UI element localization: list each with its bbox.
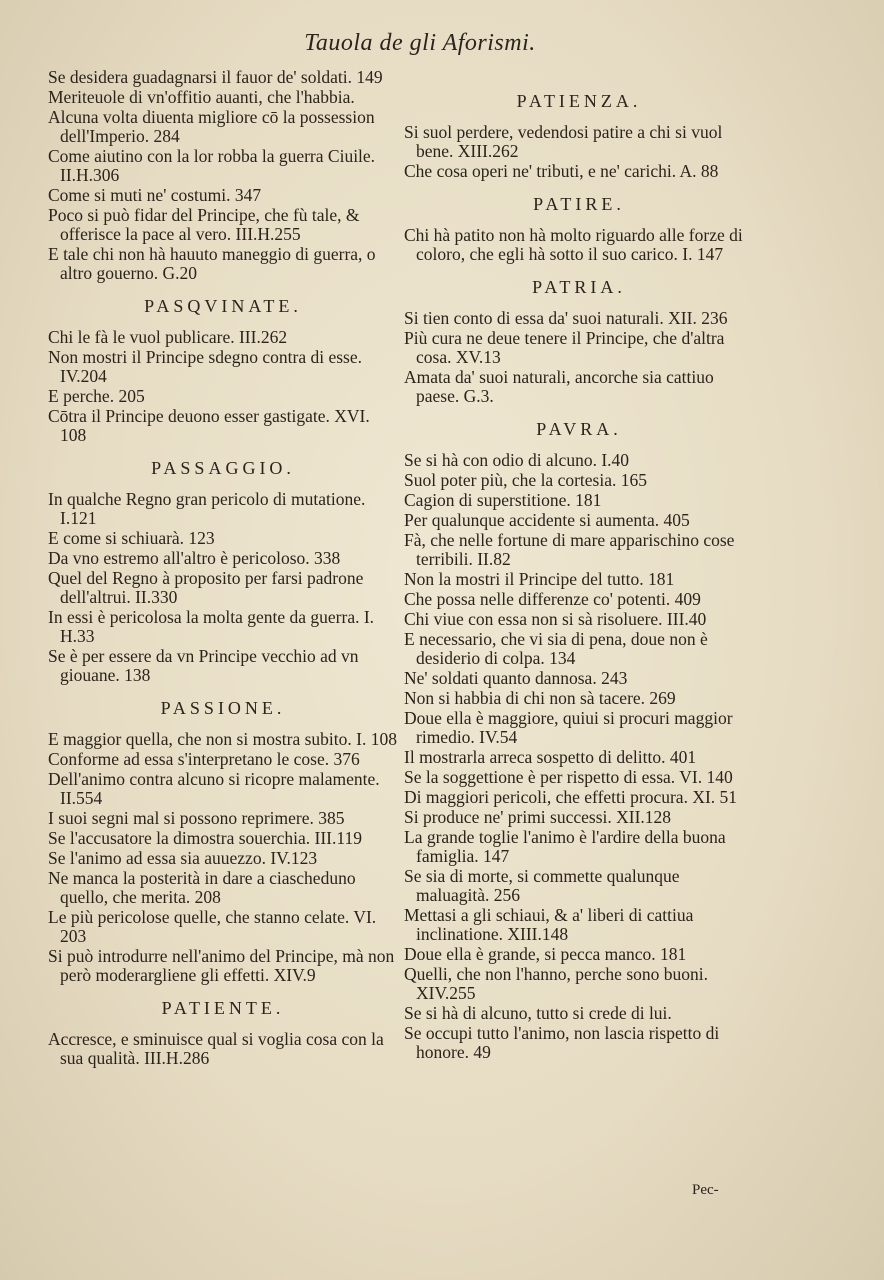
index-entry: Come aiutino con la lor robba la guerra Ciuile. II.H.306 [48, 146, 376, 185]
index-entry: Meriteuole di vn'offitio auanti, che l'habbia. [48, 87, 355, 107]
index-entry: Doue ella è maggiore, quiui si procuri maggior rimedio. IV.54 [404, 708, 733, 747]
index-entry: Da vno estremo all'altro è pericoloso. 338 [48, 548, 341, 568]
index-entry: Dell'animo contra alcuno si ricopre malamente. II.554 [48, 769, 380, 808]
index-entry: Se sia di morte, si commette qualunque maluagità. 256 [404, 866, 680, 905]
index-entry: Se è per essere da vn Principe vecchio ad vn giouane. 138 [48, 646, 359, 685]
index-entry: Si produce ne' primi successi. XII.128 [404, 807, 672, 827]
index-entry: Per qualunque accidente si aumenta. 405 [404, 510, 690, 530]
index-entry: Ne' soldati quanto dannosa. 243 [404, 668, 628, 688]
index-entry: Se si hà di alcuno, tutto si crede di lui. [404, 1003, 672, 1023]
section-heading: PATRIA. [532, 277, 626, 297]
index-entry: Si suol perdere, vedendosi patire a chi si vuol bene. XIII.262 [404, 122, 723, 161]
index-entry: Si può introdurre nell'animo del Principe, mà non però moderargliene gli effetti. XIV.9 [48, 946, 395, 985]
index-entry: Le più pericolose quelle, che stanno celate. VI. 203 [48, 907, 377, 946]
index-entry: Se la soggettione è per rispetto di essa. VI. 140 [404, 767, 733, 787]
index-entry: Amata da' suoi naturali, ancorche sia cattiuo paese. G.3. [404, 367, 714, 406]
section-heading: PASSIONE. [160, 698, 286, 718]
catchword: Pec- [692, 1182, 719, 1198]
index-entry: Poco si può fidar del Principe, che fù tale, & offerisce la pace al vero. III.H.255 [48, 205, 360, 244]
index-entry: Non si habbia di chi non sà tacere. 269 [404, 688, 676, 708]
index-entry: Cōtra il Principe deuono esser gastigate. XVI. 108 [48, 406, 370, 445]
section-heading: PASSAGGIO. [151, 458, 295, 478]
index-entry: Cagion di superstitione. 181 [404, 490, 602, 510]
index-entry: E maggior quella, che non si mostra subito. I. 108 [48, 729, 397, 749]
section-heading: PATIRE. [533, 194, 625, 214]
index-entry: Il mostrarla arreca sospetto di delitto. 401 [404, 747, 697, 767]
index-entry: Ne manca la posterità in dare a ciascheduno quello, che merita. 208 [48, 868, 356, 907]
index-entry: Che cosa operi ne' tributi, e ne' carichi. A. 88 [404, 161, 719, 181]
index-entry: Conforme ad essa s'interpretano le cose. 376 [48, 749, 360, 769]
index-entry: I suoi segni mal si possono reprimere. 385 [48, 808, 345, 828]
index-entry: Se occupi tutto l'animo, non lascia rispetto di honore. 49 [404, 1023, 720, 1062]
index-entry: Quelli, che non l'hanno, perche sono buoni. XIV.255 [404, 964, 708, 1003]
index-entry: In essi è pericolosa la molta gente da guerra. I. H.33 [48, 607, 375, 646]
index-entry: Se l'animo ad essa sia auuezzo. IV.123 [48, 848, 318, 868]
index-entry: Chi le fà le vuol publicare. III.262 [48, 327, 288, 347]
index-entry: Mettasi a gli schiaui, & a' liberi di cattiua inclinatione. XIII.148 [404, 905, 694, 944]
section-heading: PASQVINATE. [144, 296, 302, 316]
index-entry: Doue ella è grande, si pecca manco. 181 [404, 944, 687, 964]
index-entry: Che possa nelle differenze co' potenti. 409 [404, 589, 701, 609]
index-entry: Si tien conto di essa da' suoi naturali. XII. 236 [404, 308, 728, 328]
index-entry: Fà, che nelle fortune di mare apparischino cose terribili. II.82 [404, 530, 735, 569]
index-entry: Alcuna volta diuenta migliore cō la possession dell'Imperio. 284 [48, 107, 375, 146]
index-entry: E come si schiuarà. 123 [48, 528, 215, 548]
index-entry: Accresce, e sminuisce qual si voglia cosa con la sua qualità. III.H.286 [48, 1029, 384, 1068]
index-entry: E tale chi non hà hauuto maneggio di guerra, o altro gouerno. G.20 [48, 244, 376, 283]
index-entry: Quel del Regno à proposito per farsi padrone dell'altrui. II.330 [48, 568, 364, 607]
index-entry: Non mostri il Principe sdegno contra di esse. IV.204 [48, 347, 362, 386]
left-column [48, 68, 398, 1069]
index-entry: Chi viue con essa non si sà risoluere. III.40 [404, 609, 707, 629]
index-entry: Se l'accusatore la dimostra souerchia. III.119 [48, 828, 362, 848]
index-entry: Più cura ne deue tenere il Principe, che d'altra cosa. XV.13 [404, 328, 725, 367]
index-entry: Se si hà con odio di alcuno. I.40 [404, 450, 630, 470]
section-heading: PATIENZA. [516, 91, 642, 111]
index-entry: Come si muti ne' costumi. 347 [48, 185, 262, 205]
running-head: Tauola de gli Aforismi. [304, 30, 536, 56]
index-entry: In qualche Regno gran pericolo di mutatione. I.121 [48, 489, 366, 528]
section-heading: PAVRA. [536, 419, 622, 439]
index-entry: E perche. 205 [48, 386, 145, 406]
right-column [404, 92, 754, 1063]
index-entry: La grande toglie l'animo è l'ardire della buona famiglia. 147 [404, 827, 726, 866]
index-entry: Suol poter più, che la cortesia. 165 [404, 470, 647, 490]
index-entry: Di maggiori pericoli, che effetti procura. XI. 51 [404, 787, 738, 807]
index-entry: E necessario, che vi sia di pena, doue non è desiderio di colpa. 134 [404, 629, 708, 668]
index-entry: Non la mostri il Principe del tutto. 181 [404, 569, 675, 589]
index-entry: Chi hà patito non hà molto riguardo alle forze di coloro, che egli hà sotto il suo carico. I. 147 [404, 225, 743, 264]
index-entry: Se desidera guadagnarsi il fauor de' soldati. 149 [48, 67, 383, 87]
section-heading: PATIENTE. [161, 998, 285, 1018]
